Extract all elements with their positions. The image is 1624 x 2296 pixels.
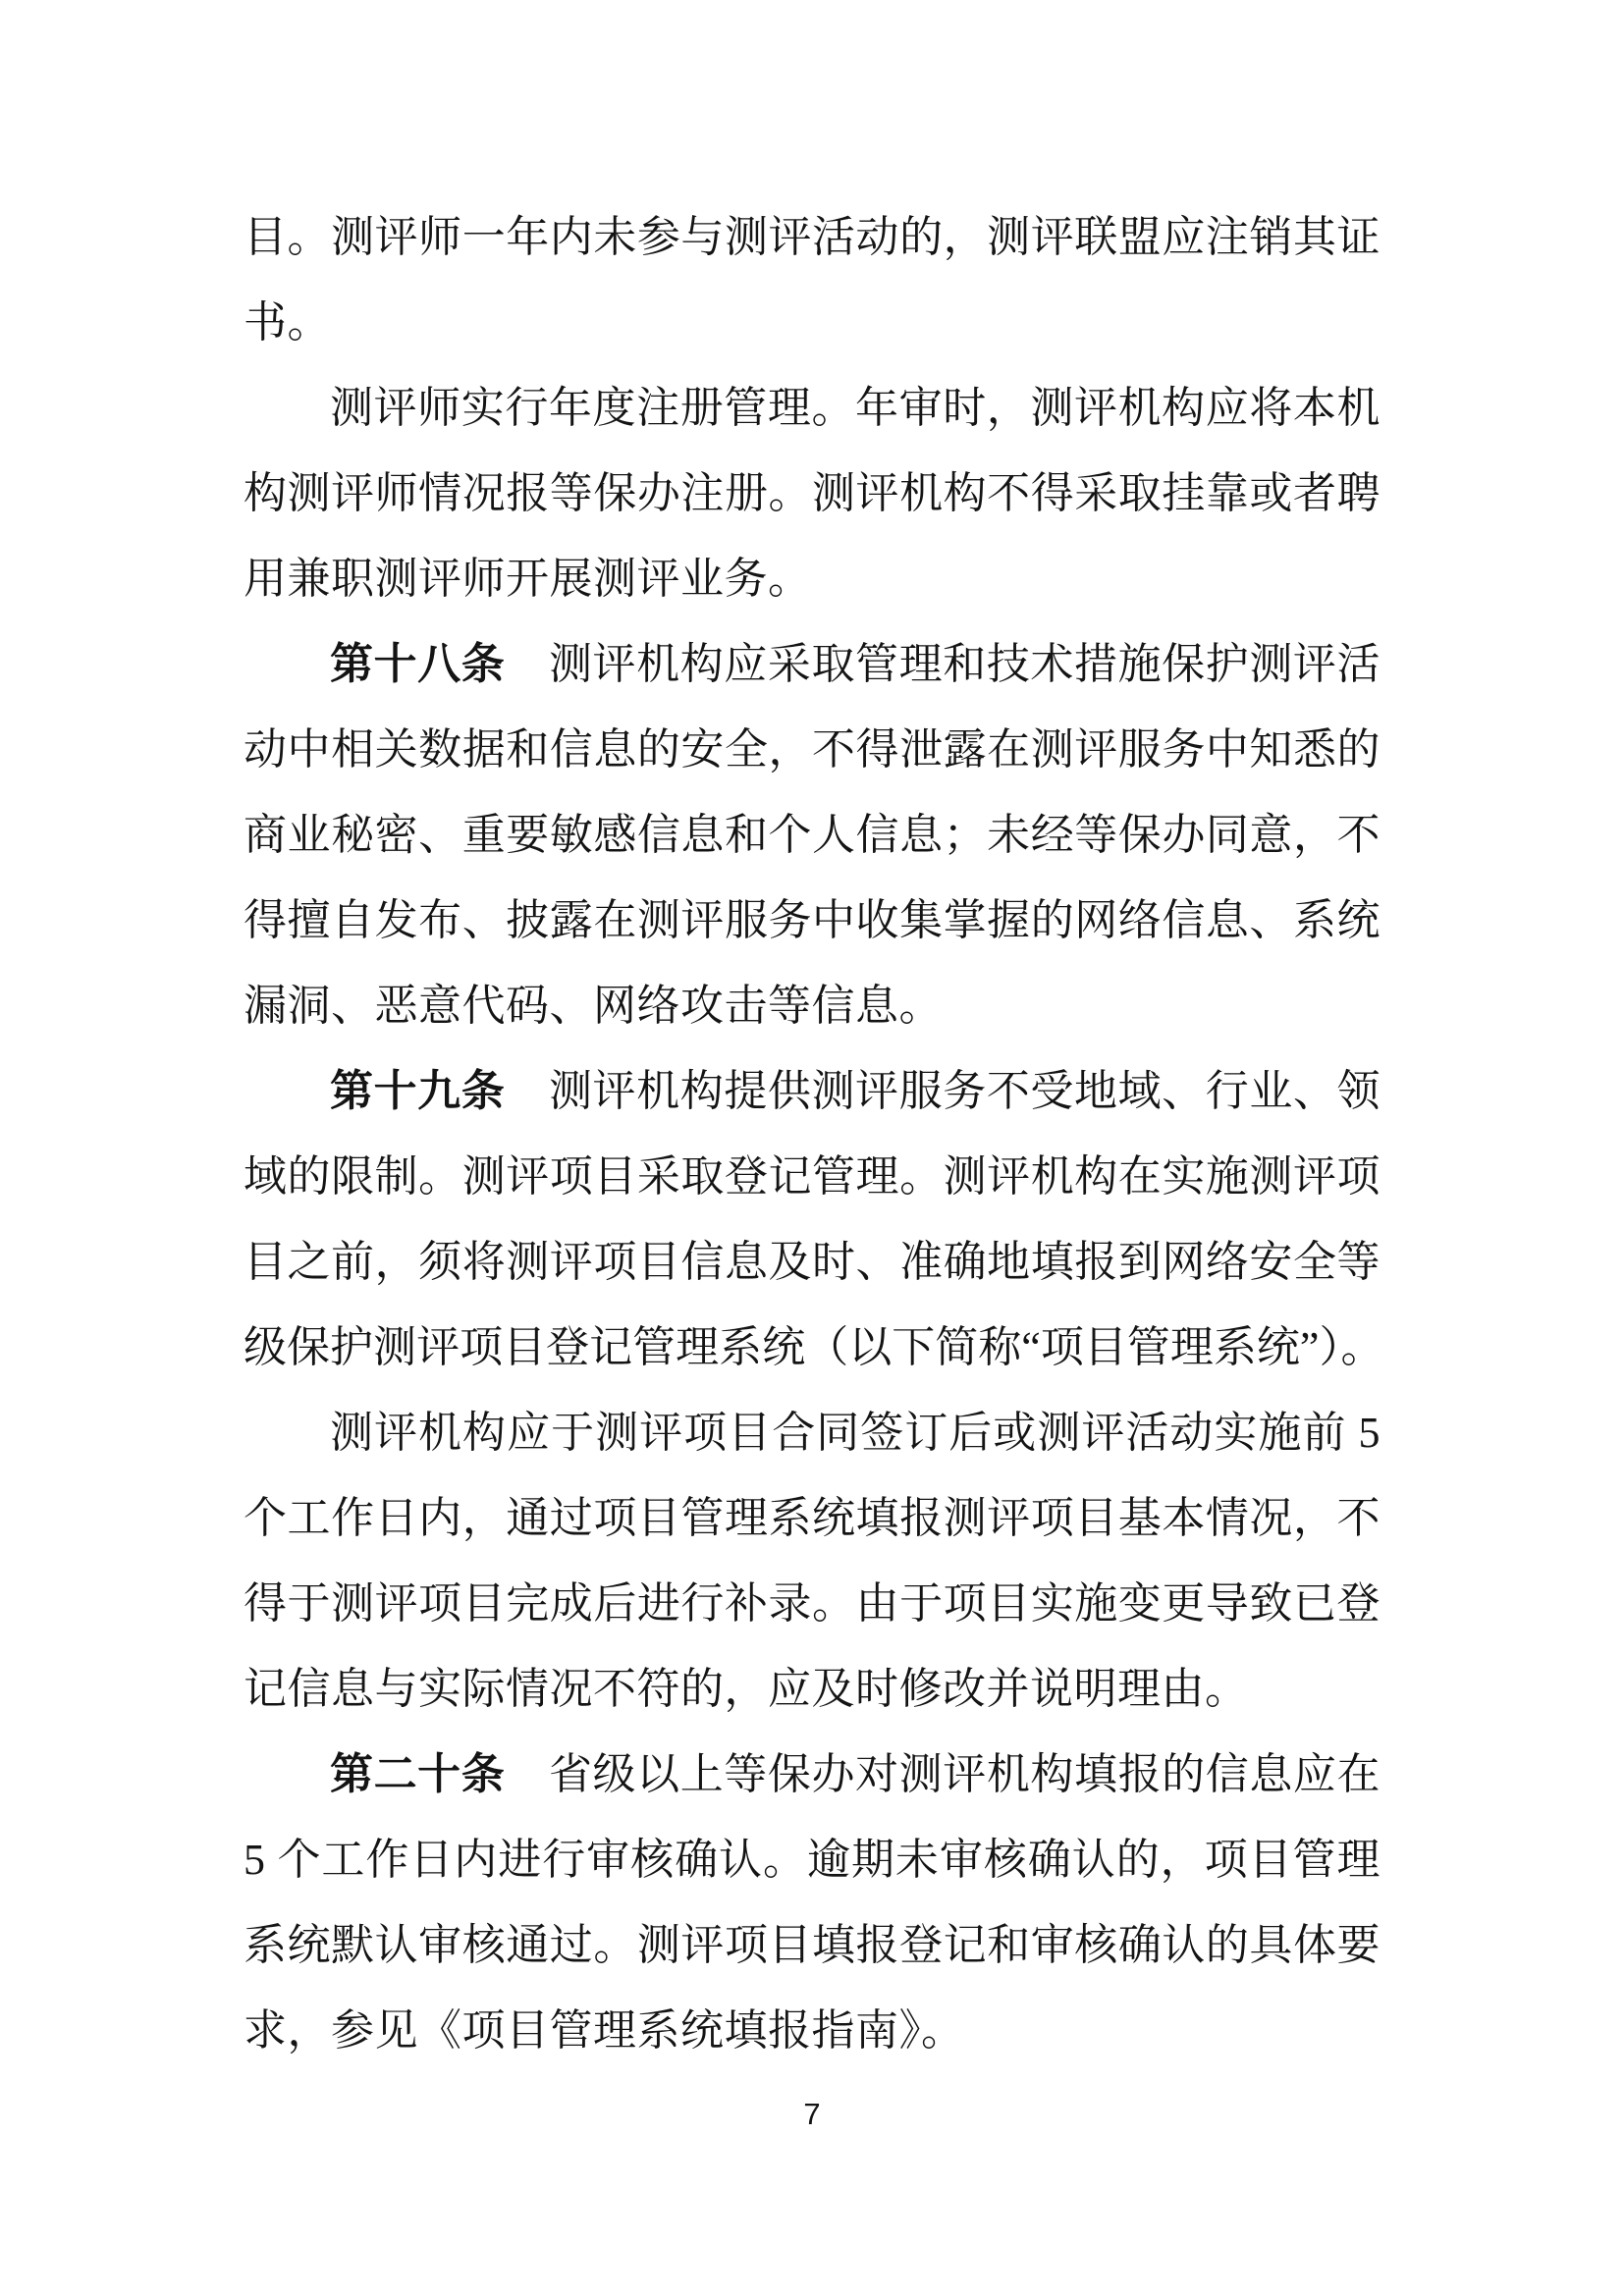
text-line: 书。 (244, 298, 331, 347)
text-line: 得擅自发布、披露在测评服务中收集掌握的网络信息、系统 (244, 896, 1380, 944)
text-line: 记信息与实际情况不符的，应及时修改并说明理由。 (244, 1665, 1249, 1713)
text-line: 漏洞、恶意代码、网络攻击等信息。 (244, 982, 943, 1030)
text-line: 动中相关数据和信息的安全，不得泄露在测评服务中知悉的 (244, 725, 1380, 774)
text-line: 用兼职测评师开展测评业务。 (244, 555, 812, 603)
article-number: 第十九条 (330, 1067, 506, 1115)
text-line: 求，参见《项目管理系统填报指南》。 (244, 2006, 965, 2055)
text-line: 个工作日内，通过项目管理系统填报测评项目基本情况，不 (244, 1494, 1380, 1542)
text-line: 得于测评项目完成后进行补录。由于项目实施变更导致已登 (244, 1579, 1380, 1628)
text-line: 目。测评师一年内未参与测评活动的，测评联盟应注销其证 (244, 213, 1380, 261)
text-line: 第十九条 测评机构提供测评服务不受地域、行业、领 (330, 1067, 1381, 1115)
text-line: 级保护测评项目登记管理系统（以下简称“项目管理系统”）。 (244, 1323, 1380, 1371)
text-block (244, 194, 1380, 2073)
text-line: 目之前，须将测评项目信息及时、准确地填报到网络安全等 (244, 1238, 1380, 1286)
text-line: 第二十条 省级以上等保办对测评机构填报的信息应在 (330, 1750, 1381, 1798)
text-line: 商业秘密、重要敏感信息和个人信息；未经等保办同意，不 (244, 811, 1380, 859)
text-line: 域的限制。测评项目采取登记管理。测评机构在实施测评项 (244, 1152, 1380, 1201)
text-line: 第十八条 测评机构应采取管理和技术措施保护测评活 (330, 640, 1381, 688)
text-line: 系统默认审核通过。测评项目填报登记和审核确认的具体要 (244, 1921, 1380, 1969)
text-line: 构测评师情况报等保办注册。测评机构不得采取挂靠或者聘 (244, 469, 1380, 517)
text-line: 测评师实行年度注册管理。年审时，测评机构应将本机 (330, 384, 1380, 432)
text-line: 5 个工作日内进行审核确认。逾期未审核确认的，项目管理 (244, 1836, 1380, 1884)
article-number: 第二十条 (330, 1750, 506, 1798)
article-number: 第十八条 (330, 640, 506, 688)
text-line: 测评机构应于测评项目合同签订后或测评活动实施前 5 (330, 1409, 1380, 1457)
page-number: 7 (803, 2097, 821, 2131)
